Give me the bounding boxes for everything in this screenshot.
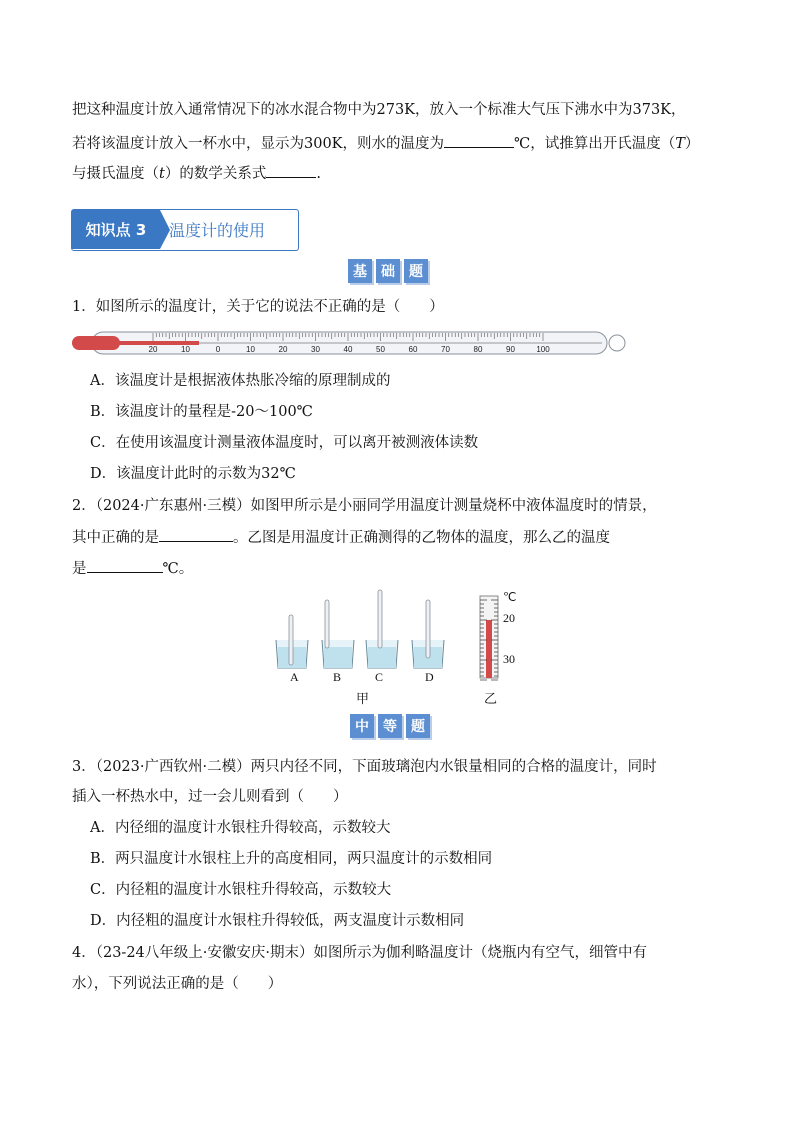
beaker-c (366, 590, 398, 668)
answer-blank[interactable] (266, 163, 316, 178)
intro-text: ）的数学关系式 (164, 166, 267, 182)
q1-option-d: D．该温度计此时的示数为32℃ (90, 466, 296, 482)
beaker-label-d: D (425, 670, 434, 684)
section-char: 等 (378, 714, 402, 738)
scale-label: 0 (215, 345, 221, 354)
scale-label: 90 (506, 345, 515, 354)
figure-yi-label: 乙 (484, 691, 498, 706)
symbol-t: t (159, 166, 165, 182)
vertical-thermometer-figure (472, 592, 522, 684)
intro-text: 与摄氏温度（ (72, 166, 159, 182)
section-char: 础 (376, 259, 400, 283)
beaker-label-a: A (290, 670, 299, 684)
knowledge-point-label: 知识点 3 (72, 210, 160, 249)
q3-option-a: A．内径细的温度计水银柱升得较高，示数较大 (90, 820, 391, 836)
q4-line-1: 4．（23-24八年级上·安徽安庆·期末）如图所示为伽利略温度计（烧瓶内有空气，细管中有 (72, 945, 647, 961)
beaker-d (412, 600, 444, 668)
q4-line-2: 水），下列说法正确的是（ ） (72, 976, 283, 992)
scale-label: 30 (311, 345, 320, 354)
scale-label: 20 (148, 345, 158, 354)
beaker-a (276, 615, 308, 668)
scale-label: 60 (408, 345, 418, 354)
answer-blank[interactable] (444, 133, 514, 148)
q2-line-2 (72, 527, 610, 548)
scale-label: 10 (181, 345, 190, 354)
knowledge-point-title: 温度计的使用 (169, 221, 266, 240)
q3-option-b: B．两只温度计水银柱上升的高度相同，两只温度计的示数相同 (90, 851, 493, 867)
section-char: 题 (404, 259, 428, 283)
thermometer-ring (609, 335, 625, 351)
beaker-label-b: B (333, 670, 342, 684)
scale-label: 70 (441, 345, 450, 354)
intro-text: ℃，试推算出开氏温度（ (514, 136, 676, 152)
section-char: 中 (350, 714, 374, 738)
q2-text: 其中正确的是 (72, 530, 159, 546)
q2-line-3 (72, 558, 193, 579)
q1-option-c: C．在使用该温度计测量液体温度时，可以离开被测液体读数 (90, 435, 479, 451)
symbol-T: T (675, 136, 685, 152)
scale-label: 50 (376, 345, 385, 354)
thermometer-unit: ℃ (503, 590, 517, 604)
q3-line-1: 3．（2023·广西钦州·二模）两只内径不同，下面玻璃泡内水银量相同的合格的温度计，同时 (72, 759, 657, 775)
q1-option-b: B．该温度计的量程是-20～100℃ (90, 404, 313, 420)
beaker-label-c: C (375, 670, 384, 684)
figure-jia-label: 甲 (356, 691, 370, 706)
q3-option-d: D．内径粗的温度计水银柱升得较低，两支温度计示数相同 (90, 913, 465, 929)
q2-text: 是 (72, 561, 87, 577)
scale-label: 80 (473, 345, 483, 354)
section-basic-tag (348, 259, 428, 283)
intro-text: . (316, 166, 321, 182)
scale-label: 20 (278, 345, 288, 354)
intro-line-3 (72, 163, 321, 184)
q1-option-a: A．该温度计是根据液体热胀冷缩的原理制成的 (90, 373, 391, 389)
q2-text: ℃。 (162, 561, 194, 577)
section-char: 基 (348, 259, 372, 283)
intro-line-2 (72, 133, 699, 154)
thermometer-label-30: 30 (503, 652, 515, 666)
beakers-figure (270, 585, 470, 685)
scale-label: 40 (343, 345, 353, 354)
section-char: 题 (406, 714, 430, 738)
beaker-b (322, 600, 354, 668)
q3-line-2: 插入一杯热水中，过一会儿则看到（ ） (72, 789, 348, 805)
intro-text: ） (684, 136, 700, 152)
scale-label: 10 (246, 345, 255, 354)
q2-text: 。乙图是用温度计正确测得的乙物体的温度，那么乙的温度 (233, 530, 610, 546)
answer-blank[interactable] (87, 558, 163, 573)
intro-line-1: 把这种温度计放入通常情况下的冰水混合物中为273K，放入一个标准大气压下沸水中为373K， (72, 102, 686, 118)
knowledge-point-header (71, 209, 299, 251)
q1-stem: 1．如图所示的温度计，关于它的说法不正确的是（ ） (72, 299, 444, 315)
answer-blank[interactable] (159, 527, 233, 542)
liquid-column (486, 620, 492, 678)
q2-line-1: 2．（2024·广东惠州·三模）如图甲所示是小丽同学用温度计测量烧杯中液体温度时的情景， (72, 498, 657, 514)
intro-text: 若将该温度计放入一杯水中，显示为300K，则水的温度为 (72, 136, 445, 152)
thermometer-label-20: 20 (503, 611, 515, 625)
q3-option-c: C．内径粗的温度计水银柱升得较高，示数较大 (90, 882, 392, 898)
horizontal-thermometer-figure (72, 327, 628, 359)
scale-label: 100 (536, 345, 550, 354)
section-medium-tag (350, 714, 430, 738)
